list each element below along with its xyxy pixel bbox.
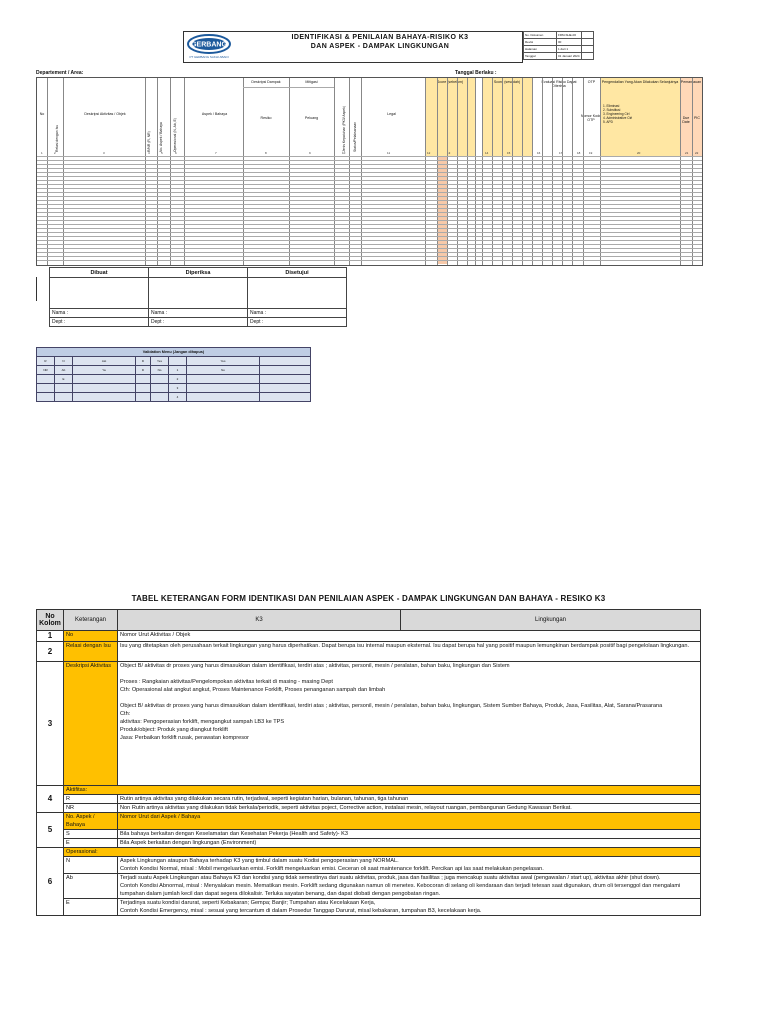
col-number: 21 (685, 151, 689, 155)
grid-row-line (37, 200, 702, 201)
col-resiko-header: Resiko (260, 116, 272, 120)
ket-row-text: Bila Aspek berkaitan dengan lingkungan (Environment) (118, 839, 701, 848)
ket-head-lingkungan: Lingkungan (401, 610, 701, 631)
grid-row-line (37, 180, 702, 181)
doc-value: 1 dari 1 (557, 46, 582, 53)
ket-row-key: Ab (64, 874, 118, 899)
col-nomor-otp-header: Nomor Kode OTP (580, 114, 602, 122)
ket-row-no: 1 (37, 631, 64, 642)
col-number: 9 (309, 151, 311, 155)
val-cell (37, 384, 55, 393)
val-cell: Ya (73, 366, 136, 375)
ket-row-key: Relasi dengan Isu (64, 642, 118, 662)
col-aspek-header: Aspek / Bahaya (201, 112, 228, 116)
sig-dept: Dept : (50, 318, 149, 327)
col-number: 22 (695, 151, 699, 155)
grid-row-line (37, 244, 702, 245)
val-cell: No (187, 366, 260, 375)
grid-row-line (37, 172, 702, 173)
val-cell (260, 357, 311, 366)
form-title-line2: DAN ASPEK - DAMPAK LINGKUNGAN (310, 43, 450, 50)
logo-subtext: PT GERBANG SAKHI ABADI (189, 55, 229, 59)
risk-register-sheet (36, 77, 703, 266)
val-cell (151, 393, 169, 402)
col-pic-header: PIC (694, 116, 700, 120)
ket-row-text-block (118, 899, 701, 916)
ket-row-key: NR (64, 804, 118, 813)
col-peluang-header: Peluang (304, 116, 319, 120)
ket-paragraph: Terjadi suatu Aspek Lingkungan atau Bahaya K3 dan kondisi yang tidak semestinya dari suatu aktivitas, produk, jasa dan fasilitas ; juga mencakup suatu aktivitas awal (pengawalan / start up), aktivitas akhir (shut down). (120, 875, 661, 881)
val-cell: 2 (169, 375, 187, 384)
col-status-header: Status/Pelaksanaan (353, 121, 357, 152)
grid-row-line (37, 232, 702, 233)
col-number: 13 (447, 151, 451, 155)
col-mitigasi-header: Mitigasi (305, 80, 318, 84)
grid-row-line (37, 208, 702, 209)
col-number: 8 (265, 151, 267, 155)
val-cell (55, 384, 73, 393)
val-cell (55, 393, 73, 402)
grid-row-line (37, 252, 702, 253)
sig-nama: Nama : (248, 309, 347, 318)
grid-row-line (37, 260, 702, 261)
col-number: 11 (387, 151, 391, 155)
company-logo (185, 33, 233, 60)
sig-area-disetujui[interactable] (248, 278, 347, 309)
form-title-line1: IDENTIFIKASI & PENILAIAN BAHAYA-RISIKO K3 (291, 34, 469, 41)
col-number: 15 (507, 151, 511, 155)
grid-row-line (37, 156, 702, 157)
keterangan-title: TABEL KETERANGAN FORM IDENTIKASI DAN PENILAIAN ASPEK - DAMPAK LINGKUNGAN DAN BAHAYA - RESIKO K3 (131, 594, 606, 603)
col-number: 14 (485, 151, 489, 155)
val-cell (151, 375, 169, 384)
sig-dept: Dept : (248, 318, 347, 327)
val-cell (151, 384, 169, 393)
val-cell (260, 393, 311, 402)
grid-row-line (37, 160, 702, 161)
signature-table (49, 267, 347, 327)
val-cell: D (136, 357, 151, 366)
grid-row-line (37, 240, 702, 241)
col-number: 18 (577, 151, 581, 155)
ket-paragraph: Cth: Operasional alat angkut angkut, Proses Maintenance Forklift, Proses penanganan sampah dan limbah (120, 687, 386, 693)
ket-row-key: Deskripsi Aktivitas (64, 662, 118, 786)
val-cell (73, 384, 136, 393)
grid-row-line (37, 204, 702, 205)
val-cell (136, 393, 151, 402)
ket-row-no: 3 (37, 662, 64, 786)
ket-row-key: N (64, 857, 118, 874)
val-cell (169, 357, 187, 366)
val-cell: 1 (169, 366, 187, 375)
val-cell: NR (37, 366, 55, 375)
col-number: 2 (54, 151, 56, 155)
doc-key: Revisi (524, 39, 557, 46)
grid-row-line (37, 164, 702, 165)
ket-paragraph: Aspek Lingkungan ataupun Bahaya terhadap K3 yang timbul dalam suatu Kodisi pengoperasian yang NORMAL. (120, 858, 399, 864)
col-number: 10 (342, 151, 346, 155)
ket-row-subheader: Operasional: (64, 848, 701, 857)
ket-row-text: Nomor Urut Aktivitas / Objek (118, 631, 701, 642)
grid-row-line (37, 248, 702, 249)
tanggal-berlaku-label: Tanggal Berlaku : (455, 70, 497, 76)
hierarchy-item: 5. APD (603, 120, 613, 124)
sig-nama: Nama : (149, 309, 248, 318)
col-number: 17 (559, 151, 563, 155)
ket-row-key: No (64, 631, 118, 642)
keterangan-table (36, 609, 701, 916)
ket-row-text-block (118, 857, 701, 874)
ket-paragraph: Object B/ aktivitas dr proses yang harus dimasukkan dalam identifikasi, terdiri atas ; aktivitas, personil, mesin / peralatan, bahan baku, lingkungan, Sistem Sumber Bahaya, Produk, Jasa, Fasilitas, Alat, Sarana/Prasarana (120, 703, 663, 709)
col-number: 19 (589, 151, 593, 155)
val-cell (260, 366, 311, 375)
ket-row-key: S (64, 830, 118, 839)
col-no-header: No (39, 112, 45, 116)
sig-nama: Nama : (50, 309, 149, 318)
document-info-table (523, 31, 594, 60)
val-cell: Ab (55, 366, 73, 375)
sig-header-dibuat: Dibuat (50, 268, 149, 278)
ket-head-no: No Kolom (37, 610, 64, 631)
grid-row-line (37, 216, 702, 217)
ket-row-key: No. Aspek / Bahaya (64, 813, 118, 830)
grid-row-line (37, 192, 702, 193)
val-cell: N (55, 357, 73, 366)
col-pengendalian-header: Pengendalian Yang Akan Dilakukan Selanjutnya (601, 80, 679, 84)
doc-key: No. Dokumen (524, 32, 557, 39)
hierarchy-item: 3. Engineering Ctrl (603, 112, 630, 116)
val-cell (187, 375, 260, 384)
form-title (240, 33, 520, 51)
sig-header-diperiksa: Diperiksa (149, 268, 248, 278)
ket-row-key: R (64, 795, 118, 804)
ket-row-no: 6 (37, 848, 64, 916)
ket-row-text-block (118, 874, 701, 899)
val-cell: R (37, 357, 55, 366)
grid-subheader-line (243, 87, 334, 88)
val-cell (37, 375, 55, 384)
ket-paragraph: aktivitas: Pengoperasian forklift, mengangkut sampah LB3 ke TPS (120, 719, 285, 725)
val-cell: 3 (169, 384, 187, 393)
grid-row-line (37, 212, 702, 213)
ket-row-key: E (64, 899, 118, 916)
col-pemantauan-header: Pemantauan (680, 80, 702, 84)
logo-text: GERBANG (191, 41, 227, 49)
val-cell (187, 384, 260, 393)
signature-side-bar (36, 277, 37, 301)
ket-paragraph: Contoh Kondisi Normal, misal : Mobil mengeluarkan emisi. Forklift mengeluarkan emisi. Ceceran oli saat maintenance forklift. Percikan api las saat melakukan pengelasan. (120, 866, 544, 872)
val-cell: D (136, 366, 151, 375)
col-number: 20 (637, 151, 641, 155)
doc-value: 01 Januari 2024 (558, 54, 580, 58)
hierarchy-item: 2. Substitusi (603, 108, 621, 112)
val-cell: 4 (169, 393, 187, 402)
grid-row-line (37, 256, 702, 257)
col-deskripsi-header: Deskripsi Aktivitas / Objek (84, 112, 126, 116)
ket-row-key: E (64, 839, 118, 848)
val-cell (73, 393, 136, 402)
col-deskripsi-dampak-header: Deskripsi Dampak (251, 80, 281, 84)
col-otp-header: OTP (587, 80, 596, 84)
grid-row-line (37, 236, 702, 237)
validation-title: Validation Menu (Jangan dihapus) (37, 348, 311, 357)
col-number: 6 (175, 151, 177, 155)
val-cell (37, 393, 55, 402)
ket-row-no: 2 (37, 642, 64, 662)
sig-area-dibuat[interactable] (50, 278, 149, 309)
score-sesudah-band (482, 78, 532, 156)
validation-menu-table (36, 347, 311, 402)
grid-row-line (37, 196, 702, 197)
sig-header-disetujui: Disetujui (248, 268, 347, 278)
col-aspek-no-header: No. Aspek / Bahaya (159, 122, 163, 152)
col-legal-header: Legal (387, 112, 396, 116)
doc-key: Halaman (524, 46, 557, 53)
val-cell (136, 375, 151, 384)
doc-value: FRM-SHE-00 (557, 32, 582, 39)
grid-row-line (37, 188, 702, 189)
pengendalian-hierarchy-list (603, 104, 632, 124)
ket-head-keterangan: Keterangan (64, 610, 118, 631)
grid-row-line (37, 228, 702, 229)
val-cell: No (151, 366, 169, 375)
col-number: 16 (537, 151, 541, 155)
col-relasi-header: Relasi dengan Isu (55, 124, 59, 152)
col-number: 3 (103, 151, 105, 155)
departement-label: Departement / Area: (36, 70, 84, 76)
val-cell (260, 384, 311, 393)
val-cell (187, 393, 260, 402)
ket-row-no: 4 (37, 786, 64, 813)
col-number: 4 (148, 151, 150, 155)
sig-dept: Dept : (149, 318, 248, 327)
col-operasional-header: Operasional (N, Ab, E) (173, 118, 177, 152)
val-cell: E (55, 375, 73, 384)
ket-row-text: Non Rutin artinya aktivitas yang dilakukan tidak berkala/periodik, seperti aktivitas poject, Corrective action, instalasi mesin, relayout ruangan, pembangunan Gedung Kawasan Berikat. (118, 804, 701, 813)
ket-paragraph: Cth: (120, 711, 131, 717)
col-number: 7 (215, 151, 217, 155)
val-cell: Ast (73, 357, 136, 366)
ket-row-no: 5 (37, 813, 64, 848)
grid-row-line (37, 176, 702, 177)
grid-row-line (37, 220, 702, 221)
ket-row-text-block (118, 662, 701, 786)
ket-head-k3: K3 (118, 610, 401, 631)
val-cell (260, 375, 311, 384)
ket-row-subheader: Aktifitas: (64, 786, 701, 795)
ket-paragraph: Produk/object: Produk yang diangkut forklift (120, 727, 228, 733)
doc-value: 00 (557, 39, 582, 46)
val-cell (136, 384, 151, 393)
val-cell: Yes (187, 357, 260, 366)
hierarchy-item: 1. Eliminasi (603, 104, 620, 108)
ket-row-text: Rutin artinya aktivitas yang dilakukan secara rutin, terjadwal, seperti kegiatan harian, bulanan, tahunan, tiga tahunan (118, 795, 701, 804)
ket-row-text: Isu yang ditetapkan oleh perusahaan terkait lingkungan yang harus diperhatikan. Dapat berupa isu internal maupun eksternal. Isu dapat berupa hal yang positif maupun lemungkinan berdampak positif bagi pengelolaan lingkungan. (118, 642, 701, 662)
col-due-date-header: Due Date (682, 116, 690, 124)
col-rnr-header: R/NR (R, NR) (147, 131, 151, 152)
grid-row-line (37, 184, 702, 185)
col-number: 1 (41, 151, 43, 155)
ket-paragraph: Proses : Rangkaian aktivitas/Pengelompokan aktivitas terkait di masing - masing Dept (120, 679, 333, 685)
col-score-sebelum-header: Score (sebelum) (436, 80, 464, 84)
ket-row-text: Nomor Urut dari Aspek / Bahaya (118, 813, 701, 830)
col-number: 5 (161, 151, 163, 155)
col-number: 12 (427, 151, 431, 155)
ket-paragraph: Jasa: Perbaikan forklift rusak, perawatan kompresor (120, 735, 250, 741)
grid-row-line (37, 168, 702, 169)
ket-row-text: Bila bahaya berkaitan dengan Keselamatan dan Kesehatan Pekerja (Health and Safety)- K3 (118, 830, 701, 839)
hierarchy-item: 4. Administrative Ctrl (603, 116, 633, 120)
col-evaluasi-header: Evaluasi Risiko Dapat Diterima (541, 80, 577, 88)
ket-paragraph: Terjadinya suatu kondisi darurat, seperti Kebakaran; Gempa; Banjir; Tumpahan atau Kecelakaan Kerja, (120, 900, 376, 906)
grid-row-line (37, 224, 702, 225)
col-score-sesudah-header: Score (sesudah) (493, 80, 521, 84)
doc-key: Tanggal (524, 53, 557, 60)
ket-paragraph: Object B/ aktivitas dr proses yang harus dimasukkan dalam identifikasi, terdiri atas ; aktivitas, personil, mesin / peralatan, bahan baku, lingkungan dan Sistem (120, 663, 510, 669)
ket-paragraph: Contoh Kondisi Emergency, misal : sesuai yang tercantum di dalam Prosedur Tanggap Darurat, misal kebakaran, tumpahan B3, kecelakaan kerja. (120, 908, 482, 914)
ket-paragraph: Contoh Kondisi Abnormal, misal : Menyalakan mesin. Mematikan mesin. Forklift sedang digunakan namun oli menetes. Kebocoran di selang oli kendaraan dan terjadi tetesan saat digunakan, drum oli tersenggol dan mengalami tumpahan dalam jumlah kecil dan dapat segera dilokalisir. Terluka sayatan benang, dan dapat diobati dengan pengobatan ringan. (120, 883, 681, 897)
sig-area-diperiksa[interactable] (149, 278, 248, 309)
col-jenis-header: Jenis Kepatuhan (PK3/ Aspek) (342, 106, 346, 152)
val-cell (73, 375, 136, 384)
val-cell: Yes (151, 357, 169, 366)
